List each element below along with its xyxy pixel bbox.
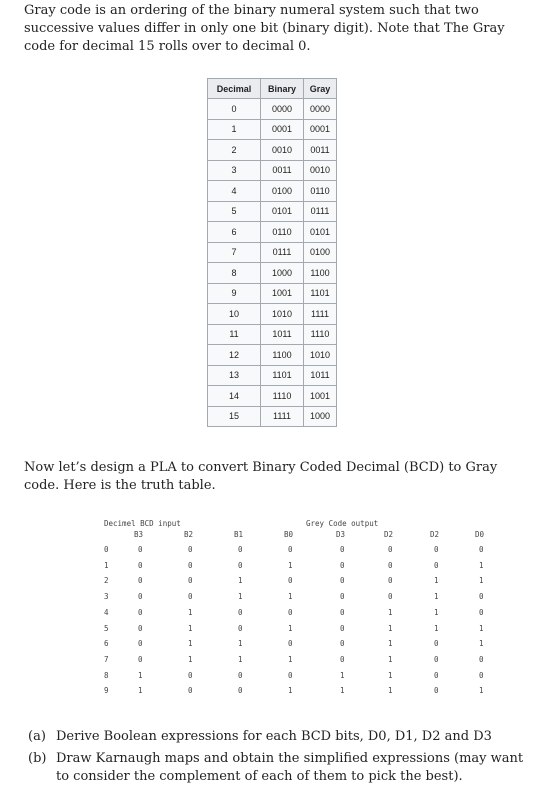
cell-binary: 1100 bbox=[261, 345, 304, 366]
table-row bbox=[208, 140, 337, 161]
truth-cell-d2: 0 bbox=[388, 576, 393, 586]
truth-header-d3: D3 bbox=[336, 530, 346, 539]
truth-cell-decimal: 4 bbox=[104, 607, 109, 617]
cell-gray: 0101 bbox=[304, 222, 337, 243]
table-row bbox=[208, 263, 337, 284]
truth-cell-b0: 1 bbox=[288, 686, 293, 696]
cell-binary: 1011 bbox=[261, 324, 304, 345]
truth-cell-d2: 0 bbox=[388, 560, 393, 570]
truth-cell-b0: 0 bbox=[288, 607, 293, 617]
cell-decimal: 7 bbox=[208, 242, 261, 263]
question-text: Draw Karnaugh maps and obtain the simplified expressions (may want to consider the complement of each of them to pick the best). bbox=[56, 751, 524, 784]
truth-cell-b1: 0 bbox=[238, 545, 243, 554]
cell-binary: 1101 bbox=[261, 365, 304, 386]
truth-cell-b2: 0 bbox=[188, 670, 193, 680]
truth-cell-d3: 0 bbox=[340, 623, 345, 633]
truth-cell-d0: 0 bbox=[479, 654, 484, 664]
truth-cell-d3: 0 bbox=[340, 545, 345, 554]
cell-gray: 0011 bbox=[304, 140, 337, 161]
truth-cell-b3: 0 bbox=[138, 639, 143, 649]
cell-gray: 0010 bbox=[304, 160, 337, 181]
cell-decimal: 10 bbox=[208, 304, 261, 325]
table-row bbox=[208, 181, 337, 202]
truth-cell-d2b: 0 bbox=[434, 654, 439, 664]
question-b bbox=[28, 750, 533, 786]
cell-gray: 1100 bbox=[304, 263, 337, 284]
truth-cell-b0: 1 bbox=[288, 560, 293, 570]
table-row bbox=[208, 283, 337, 304]
truth-cell-d2b: 1 bbox=[434, 576, 439, 586]
truth-cell-d2b: 1 bbox=[434, 592, 439, 602]
truth-cell-b2: 0 bbox=[188, 686, 193, 696]
truth-cell-d3: 1 bbox=[340, 686, 345, 696]
cell-decimal: 13 bbox=[208, 365, 261, 386]
truth-cell-b2: 1 bbox=[188, 654, 193, 664]
truth-cell-d3: 0 bbox=[340, 639, 345, 649]
table-row bbox=[208, 324, 337, 345]
truth-cell-b3: 0 bbox=[138, 545, 143, 554]
gray-table-header-row bbox=[208, 79, 337, 99]
truth-cell-b3: 1 bbox=[138, 686, 143, 696]
cell-decimal: 2 bbox=[208, 140, 261, 161]
truth-cell-d2: 1 bbox=[388, 686, 393, 696]
truth-cell-b0: 1 bbox=[288, 592, 293, 602]
truth-cell-b1: 0 bbox=[238, 560, 243, 570]
table-row bbox=[208, 99, 337, 120]
truth-cell-b0: 1 bbox=[288, 623, 293, 633]
truth-cell-decimal: 0 bbox=[104, 545, 109, 554]
table-row bbox=[208, 406, 337, 427]
truth-cell-b3: 0 bbox=[138, 654, 143, 664]
truth-cell-b1: 1 bbox=[238, 576, 243, 586]
table-row bbox=[208, 242, 337, 263]
truth-header-d0: D0 bbox=[475, 530, 485, 539]
cell-decimal: 15 bbox=[208, 406, 261, 427]
truth-cell-b1: 1 bbox=[238, 654, 243, 664]
cell-decimal: 9 bbox=[208, 283, 261, 304]
truth-cell-d3: 0 bbox=[340, 592, 345, 602]
truth-cell-d0: 1 bbox=[479, 623, 484, 633]
cell-binary: 1010 bbox=[261, 304, 304, 325]
truth-header-d2: D2 bbox=[384, 530, 394, 539]
truth-cell-d2: 1 bbox=[388, 670, 393, 680]
truth-cell-d2: 1 bbox=[388, 639, 393, 649]
truth-cell-d2b: 0 bbox=[434, 560, 439, 570]
question-text: Derive Boolean expressions for each BCD bits, D0, D1, D2 and D3 bbox=[56, 729, 492, 744]
intro-paragraph: Gray code is an ordering of the binary numeral system such that two successive values differ in only one bit (binary digit). Note that The Gray code for decimal 15 rolls over to decimal 0. bbox=[24, 3, 505, 54]
cell-decimal: 5 bbox=[208, 201, 261, 222]
cell-gray: 0100 bbox=[304, 242, 337, 263]
cell-decimal: 0 bbox=[208, 99, 261, 120]
truth-cell-d0: 0 bbox=[479, 670, 484, 680]
truth-cell-d0: 1 bbox=[479, 639, 484, 649]
truth-header-b1: B1 bbox=[234, 530, 244, 539]
cell-gray: 0111 bbox=[304, 201, 337, 222]
cell-binary: 0000 bbox=[261, 99, 304, 120]
cell-decimal: 11 bbox=[208, 324, 261, 345]
truth-cell-decimal: 1 bbox=[104, 560, 109, 570]
cell-gray: 1101 bbox=[304, 283, 337, 304]
truth-cell-decimal: 7 bbox=[104, 654, 109, 664]
col-header-gray: Gray bbox=[304, 79, 337, 99]
truth-header-b0: B0 bbox=[284, 530, 294, 539]
cell-gray: 1011 bbox=[304, 365, 337, 386]
truth-cell-d2: 0 bbox=[388, 592, 393, 602]
cell-gray: 1000 bbox=[304, 406, 337, 427]
cell-binary: 1111 bbox=[261, 406, 304, 427]
cell-decimal: 8 bbox=[208, 263, 261, 284]
truth-cell-d3: 0 bbox=[340, 607, 345, 617]
col-header-binary: Binary bbox=[261, 79, 304, 99]
truth-cell-b1: 1 bbox=[238, 592, 243, 602]
bcd-truth-table bbox=[98, 516, 485, 701]
truth-cell-d0: 0 bbox=[479, 592, 484, 602]
table-row bbox=[208, 386, 337, 407]
cell-decimal: 3 bbox=[208, 160, 261, 181]
cell-binary: 0010 bbox=[261, 140, 304, 161]
question-a bbox=[28, 728, 533, 746]
truth-cell-b3: 0 bbox=[138, 560, 143, 570]
table-row bbox=[208, 345, 337, 366]
truth-cell-d3: 1 bbox=[340, 670, 345, 680]
truth-cell-d0: 0 bbox=[479, 607, 484, 617]
table-row bbox=[208, 160, 337, 181]
gray-code-table bbox=[207, 78, 337, 427]
truth-header-b2: B2 bbox=[184, 530, 194, 539]
truth-cell-b0: 0 bbox=[288, 639, 293, 649]
truth-cell-d2b: 1 bbox=[434, 623, 439, 633]
truth-cell-d3: 0 bbox=[340, 576, 345, 586]
truth-cell-d2b: 0 bbox=[434, 686, 439, 696]
col-header-decimal: Decimal bbox=[208, 79, 261, 99]
truth-cell-b1: 0 bbox=[238, 623, 243, 633]
truth-cell-d3: 0 bbox=[340, 560, 345, 570]
question-list bbox=[28, 728, 533, 790]
cell-binary: 0001 bbox=[261, 119, 304, 140]
cell-decimal: 14 bbox=[208, 386, 261, 407]
cell-gray: 0001 bbox=[304, 119, 337, 140]
input-group-header: Decimel BCD input bbox=[104, 519, 181, 528]
truth-cell-b3: 0 bbox=[138, 607, 143, 617]
cell-binary: 0100 bbox=[261, 181, 304, 202]
cell-gray: 1111 bbox=[304, 304, 337, 325]
truth-cell-b0: 1 bbox=[288, 654, 293, 664]
output-group-header: Grey Code output bbox=[306, 519, 379, 528]
truth-cell-d2: 0 bbox=[388, 545, 393, 554]
truth-cell-b0: 0 bbox=[288, 576, 293, 586]
truth-cell-decimal: 2 bbox=[104, 576, 109, 586]
cell-binary: 1000 bbox=[261, 263, 304, 284]
truth-cell-b0: 0 bbox=[288, 670, 293, 680]
truth-cell-b3: 0 bbox=[138, 576, 143, 586]
cell-binary: 0011 bbox=[261, 160, 304, 181]
truth-cell-d2b: 0 bbox=[434, 545, 439, 554]
truth-cell-d2: 1 bbox=[388, 607, 393, 617]
cell-decimal: 4 bbox=[208, 181, 261, 202]
cell-gray: 1010 bbox=[304, 345, 337, 366]
truth-cell-b2: 1 bbox=[188, 639, 193, 649]
truth-cell-b3: 1 bbox=[138, 670, 143, 680]
truth-cell-decimal: 5 bbox=[104, 623, 109, 633]
cell-gray: 0000 bbox=[304, 99, 337, 120]
truth-cell-b1: 1 bbox=[238, 639, 243, 649]
truth-cell-d2b: 1 bbox=[434, 607, 439, 617]
truth-cell-b2: 0 bbox=[188, 592, 193, 602]
truth-cell-b2: 0 bbox=[188, 576, 193, 586]
cell-binary: 1001 bbox=[261, 283, 304, 304]
truth-cell-decimal: 9 bbox=[104, 686, 109, 696]
table-row bbox=[208, 304, 337, 325]
truth-cell-decimal: 8 bbox=[104, 670, 109, 680]
truth-cell-d0: 1 bbox=[479, 560, 484, 570]
table-row bbox=[208, 201, 337, 222]
truth-cell-d2b: 0 bbox=[434, 639, 439, 649]
cell-binary: 0111 bbox=[261, 242, 304, 263]
question-label: (b) bbox=[28, 751, 47, 766]
truth-cell-b2: 0 bbox=[188, 545, 193, 554]
cell-decimal: 6 bbox=[208, 222, 261, 243]
question-label: (a) bbox=[28, 729, 46, 744]
truth-cell-decimal: 3 bbox=[104, 592, 109, 602]
truth-cell-d0: 0 bbox=[479, 545, 484, 554]
cell-gray: 1001 bbox=[304, 386, 337, 407]
truth-cell-d0: 1 bbox=[479, 686, 484, 696]
truth-cell-b3: 0 bbox=[138, 623, 143, 633]
truth-cell-b1: 0 bbox=[238, 686, 243, 696]
cell-binary: 0110 bbox=[261, 222, 304, 243]
truth-cell-b0: 0 bbox=[288, 545, 293, 554]
pla-intro-paragraph: Now let’s design a PLA to convert Binary Coded Decimal (BCD) to Gray code. Here is the truth table. bbox=[24, 460, 498, 493]
truth-cell-b2: 1 bbox=[188, 607, 193, 617]
truth-cell-d2: 1 bbox=[388, 623, 393, 633]
truth-header-b3: B3 bbox=[134, 530, 144, 539]
cell-binary: 1110 bbox=[261, 386, 304, 407]
table-row bbox=[208, 222, 337, 243]
truth-cell-d0: 1 bbox=[479, 576, 484, 586]
cell-decimal: 12 bbox=[208, 345, 261, 366]
truth-cell-b2: 0 bbox=[188, 560, 193, 570]
table-row bbox=[208, 119, 337, 140]
truth-cell-d2: 1 bbox=[388, 654, 393, 664]
truth-cell-d3: 0 bbox=[340, 654, 345, 664]
truth-cell-b1: 0 bbox=[238, 607, 243, 617]
truth-cell-b2: 1 bbox=[188, 623, 193, 633]
cell-gray: 1110 bbox=[304, 324, 337, 345]
truth-cell-d2b: 0 bbox=[434, 670, 439, 680]
table-row bbox=[208, 365, 337, 386]
truth-header-d2b: D2 bbox=[430, 530, 440, 539]
truth-cell-b3: 0 bbox=[138, 592, 143, 602]
truth-cell-decimal: 6 bbox=[104, 639, 109, 649]
cell-gray: 0110 bbox=[304, 181, 337, 202]
cell-binary: 0101 bbox=[261, 201, 304, 222]
truth-cell-b1: 0 bbox=[238, 670, 243, 680]
cell-decimal: 1 bbox=[208, 119, 261, 140]
